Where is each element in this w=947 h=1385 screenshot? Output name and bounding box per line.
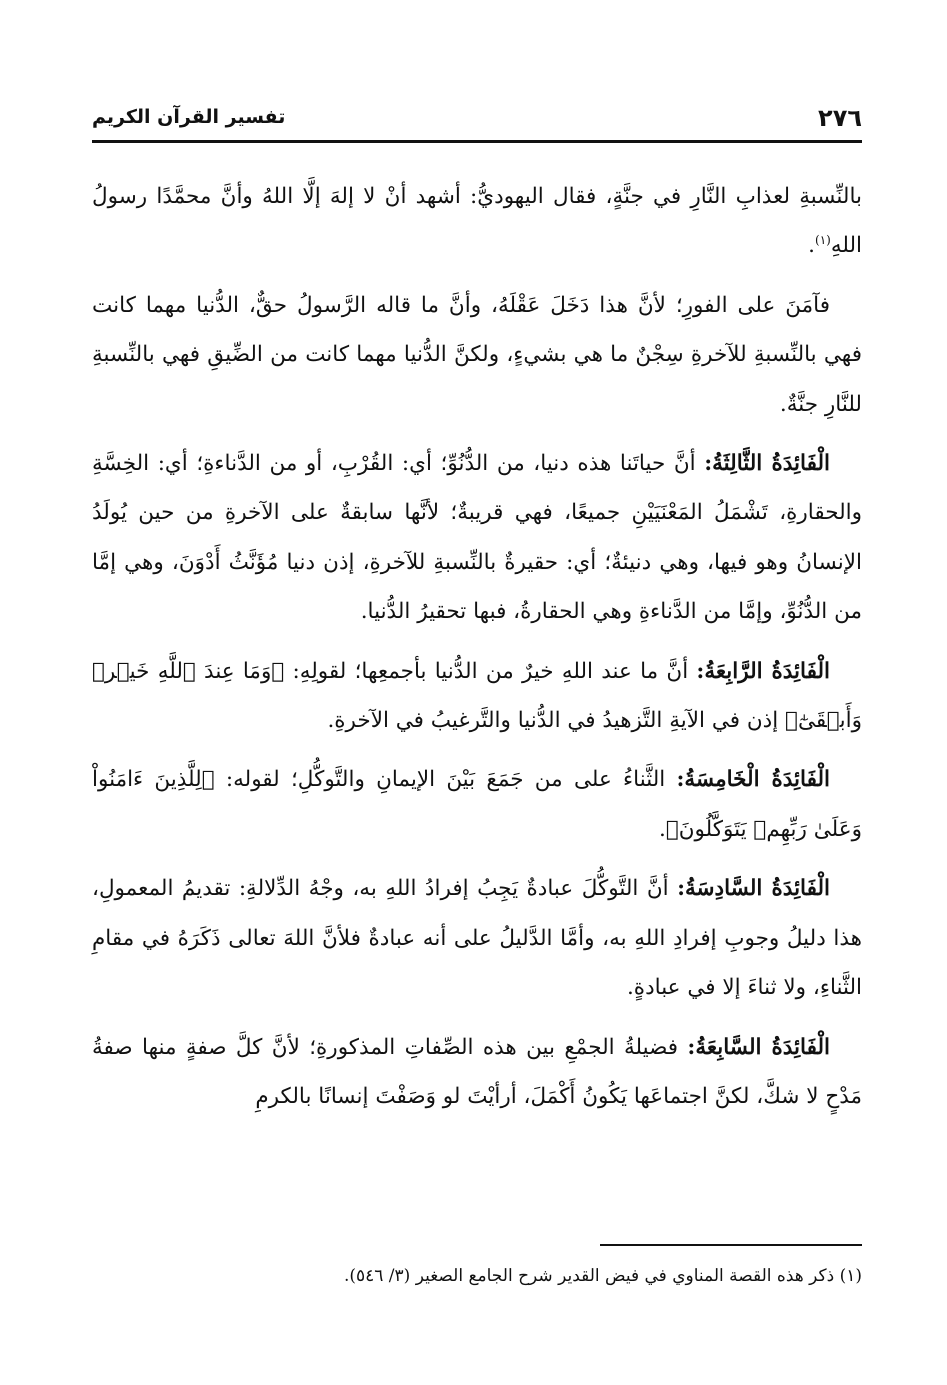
paragraph-tail: .: [808, 233, 815, 259]
paragraph-tail: إذن في الآيةِ التَّزهيدُ في الدُّنيا والتَّرغيبُ في الآخرةِ.: [327, 708, 779, 734]
footnote: [92, 1262, 862, 1290]
paragraph-text: فآمَنَ على الفورِ؛ لأنَّ هذا دَخَلَ عَقْلَهُ، وأنَّ ما قاله الرَّسولُ حقٌّ، الدُّنيا مهما كانت فهي بالنِّسبةِ للآخرةِ سِجْنٌ ما هي بشيءٍ، ولكنَّ الدُّنيا مهما كانت من الضِّيقِ فهي بالنِّسبةِ للنَّارِ جنَّةٌ.: [92, 292, 862, 417]
benefit-heading: الْفَائِدَةُ السَّادِسَةُ:: [677, 876, 830, 902]
paragraph-tail: .: [659, 816, 666, 842]
benefit-heading: الْفَائِدَةُ الثَّالِثَةُ:: [704, 451, 830, 477]
benefit-paragraph-4: [92, 647, 862, 746]
benefit-heading: الْفَائِدَةُ الرَّابِعَةُ:: [696, 658, 830, 684]
benefit-paragraph-6: [92, 864, 862, 1012]
paragraph-text: أنَّ التَّوكُّلَ عبادةٌ يَجِبُ إفرادُ اللهِ به، وجْهُ الدِّلالةِ: تقديمُ المعمولِ، هذا دليلُ وجوبِ إفرادِ اللهِ به، وأمَّا الدَّليلُ على أنه عبادةٌ فلأنَّ اللهَ تعالى ذَكَرَهُ في مقامِ الثَّناءِ، ولا ثناءَ إلا في عبادةٍ.: [92, 876, 862, 1001]
book-title: تفسير القرآن الكريم: [92, 106, 286, 128]
paragraph-continuation: [92, 172, 862, 271]
paragraph-text: أنَّ حياتَنا هذه دنيا، من الدُّنُوِّ؛ أي: القُرْبِ، أو من الدَّناءةِ؛ أي: الخِسَّةِ والحقارةِ، تَشْمَلُ المَعْنَيَيْنِ جميعًا، فهي قريبةٌ؛ لأنَّها سابقةٌ على الآخرةِ من حين يُولَدُ الإنسانُ وهو فيها، وهي دنيئةٌ؛ أي: حقيرةٌ بالنِّسبةِ للآخرةِ، إذن دنيا مُؤَنَّثُ أَدْوَنَ، وهي إمَّا من الدُّنُوِّ، وإمَّا من الدَّناءةِ وهي الحقارةُ، فبها تحقيرُ الدُّنيا.: [92, 451, 862, 625]
quran-quote: ﴿لِلَّذِينَ ءَامَنُواْ وَعَلَىٰ رَبِّهِمۡ يَتَوَكَّلُونَ﴾: [92, 767, 862, 842]
page-header: [92, 98, 862, 143]
page-number: ٢٧٦: [818, 104, 862, 132]
quran-quote: ﴿وَمَا عِندَ ٱللَّهِ خَيۡرٞ وَأَبۡقَىٰٓ﴾: [92, 658, 862, 734]
paragraph-text: أنَّ ما عند اللهِ خيرٌ من الدُّنيا بأجمعِها؛ لقولِهِ:: [292, 658, 689, 684]
footnote-reference: (١): [815, 233, 831, 248]
benefit-paragraph-7: [92, 1023, 862, 1122]
main-text: [92, 172, 862, 1131]
paragraph-text: فضيلةُ الجمْعِ بين هذه الصِّفاتِ المذكورةِ؛ لأنَّ كلَّ صفةٍ منها صفةُ مَدْحٍ لا شكَّ، لكنَّ اجتماعَها يَكُونُ أَكْمَلَ، أرأيْتَ لو وَصَفْتَ إنسانًا بالكرمِ: [92, 1034, 862, 1109]
paragraph-text: الثَّناءُ على من جَمَعَ بَيْنَ الإيمانِ والتَّوكُّلِ؛ لقوله:: [225, 767, 666, 793]
paragraph: [92, 281, 862, 429]
footnote-divider: [600, 1244, 862, 1246]
paragraph-text: بالنِّسبةِ لعذابِ النَّارِ في جنَّةٍ، فقال اليهوديُّ: أشهد أنْ لا إلهَ إلَّا اللهُ وأنَّ محمَّدًا رسولُ اللهِ: [92, 184, 862, 259]
benefit-heading: الْفَائِدَةُ السَّابِعَةُ:: [687, 1034, 830, 1060]
benefit-heading: الْفَائِدَةُ الْخَامِسَةُ:: [676, 767, 830, 793]
footnote-text: (١) ذكر هذه القصة المناوي في فيض القدير شرح الجامع الصغير (٣/ ٥٤٦).: [343, 1266, 862, 1286]
benefit-paragraph-5: [92, 755, 862, 854]
benefit-paragraph-3: [92, 439, 862, 637]
